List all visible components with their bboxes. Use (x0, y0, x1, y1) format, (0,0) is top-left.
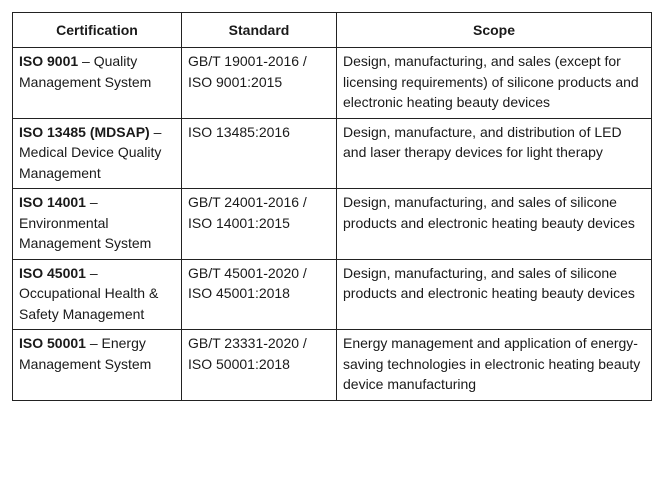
certification-description: – Occupational Health & Safety Management (19, 264, 159, 322)
table-row (13, 189, 652, 260)
certification-cell (13, 118, 182, 189)
certification-cell (13, 189, 182, 260)
certification-cell (13, 330, 182, 401)
header-certification: Certification (13, 13, 182, 48)
standard-cell: GB/T 24001-2016 / ISO 14001:2015 (182, 189, 337, 260)
standard-cell: GB/T 23331-2020 / ISO 50001:2018 (182, 330, 337, 401)
certification-name: ISO 9001 (19, 53, 79, 69)
certification-cell (13, 48, 182, 119)
certification-name: ISO 13485 (MDSAP) (19, 123, 150, 140)
certification-description: – Quality Management System (19, 53, 152, 90)
scope-cell: Design, manufacturing, and sales of silicone products and electronic heating beauty devices (337, 189, 652, 260)
certification-description: – Energy Management System (19, 335, 152, 372)
certifications-table (12, 12, 652, 401)
table-row (13, 48, 652, 119)
table-header-row (13, 13, 652, 48)
scope-cell: Design, manufacture, and distribution of LED and laser therapy devices for light therapy (337, 118, 652, 189)
table-row (13, 259, 652, 330)
scope-cell: Design, manufacturing, and sales of silicone products and electronic heating beauty devices (337, 259, 652, 330)
header-standard: Standard (182, 13, 337, 48)
certification-name: ISO 45001 (19, 264, 86, 281)
header-scope: Scope (337, 13, 652, 48)
scope-cell: Design, manufacturing, and sales (except for licensing requirements) of silicone products and electronic heating beauty devices (337, 48, 652, 119)
certification-name: ISO 50001 (19, 335, 86, 351)
standard-cell: GB/T 19001-2016 / ISO 9001:2015 (182, 48, 337, 119)
certification-description: – Medical Device Quality Management (19, 123, 162, 181)
certification-description: – Environmental Management System (19, 194, 152, 251)
certification-name: ISO 14001 (19, 194, 86, 210)
standard-cell: GB/T 45001-2020 / ISO 45001:2018 (182, 259, 337, 330)
standard-cell: ISO 13485:2016 (182, 118, 337, 189)
table-row (13, 118, 652, 189)
table-row (13, 330, 652, 401)
scope-cell: Energy management and application of energy-saving technologies in electronic heating beauty device manufacturing (337, 330, 652, 401)
certification-cell (13, 259, 182, 330)
